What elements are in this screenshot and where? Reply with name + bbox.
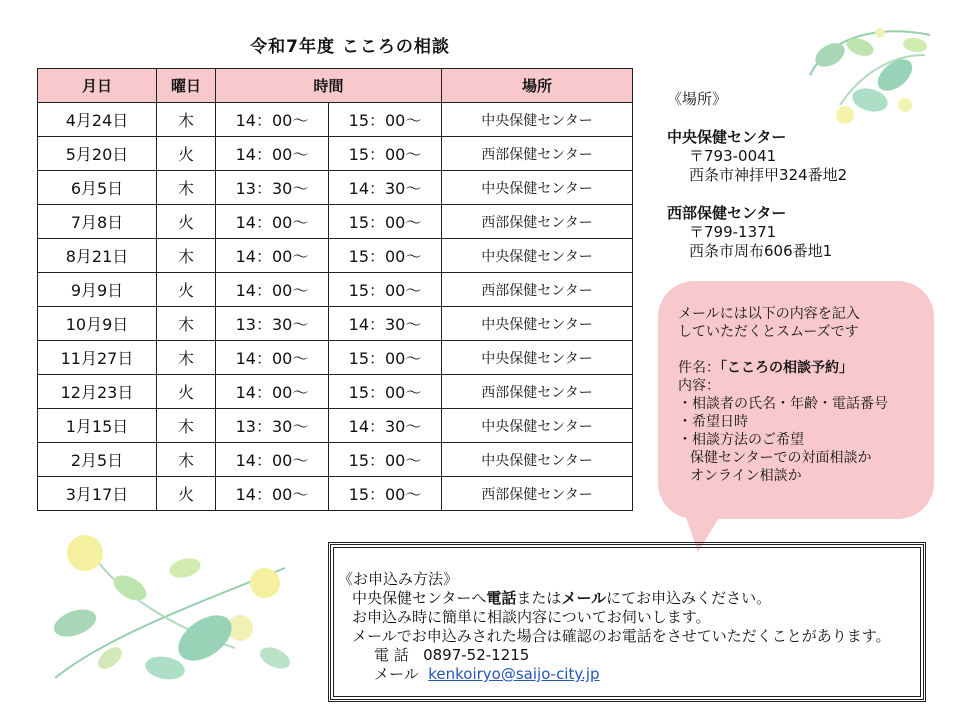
cell-weekday: 木 [157,341,216,375]
central-center-name: 中央保健センター [667,128,787,146]
cell-start-time: 13：30～ [216,409,329,443]
cell-end-time: 14：30～ [329,307,442,341]
table-row [38,273,633,307]
cell-end-time: 15：00～ [329,205,442,239]
phone-label: 電 話 [374,646,409,664]
header-weekday: 曜日 [157,69,216,103]
header-date: 月日 [38,69,157,103]
cell-date: 12月23日 [38,375,157,409]
locations-section [667,90,847,261]
content-item-3: ・相談方法のご希望 [678,432,804,448]
table-row [38,171,633,205]
cell-end-time: 14：30～ [329,409,442,443]
cell-start-time: 14：00～ [216,375,329,409]
cell-end-time: 15：00～ [329,341,442,375]
table-row [38,443,633,477]
table-header-row [38,69,633,103]
content-item-2: ・希望日時 [678,414,748,430]
cell-date: 1月15日 [38,409,157,443]
cell-place: 中央保健センター [442,443,633,477]
table-row [38,307,633,341]
content-item-3b: オンライン相談か [690,468,802,484]
table-row [38,477,633,511]
cell-weekday: 火 [157,205,216,239]
cell-start-time: 14：00～ [216,477,329,511]
western-address: 西条市周布606番地1 [689,242,833,260]
cell-weekday: 木 [157,443,216,477]
cell-date: 11月27日 [38,341,157,375]
cell-date: 4月24日 [38,103,157,137]
content-item-1: ・相談者の氏名・年齢・電話番号 [678,396,888,412]
cell-end-time: 15：00～ [329,375,442,409]
content-item-3a: 保健センターでの対面相談か [690,450,872,466]
subject-line [678,359,928,377]
application-info [338,570,891,684]
table-row [38,375,633,409]
application-heading: 《お申込み方法》 [338,570,459,588]
leaf-decoration-bottom-left [35,528,305,693]
schedule-body [38,103,633,511]
cell-place: 西部保健センター [442,273,633,307]
western-postal: 〒799-1371 [689,223,777,241]
mail-label: メール [374,665,419,683]
phone-line [338,646,891,665]
central-postal: 〒793-0041 [689,147,777,165]
cell-weekday: 木 [157,171,216,205]
apply-phone-word: 電話 [486,589,517,607]
cell-end-time: 14：30～ [329,171,442,205]
header-place: 場所 [442,69,633,103]
cell-date: 6月5日 [38,171,157,205]
cell-date: 2月5日 [38,443,157,477]
cell-date: 3月17日 [38,477,157,511]
subject-value: 「こころの相談予約」 [720,360,853,376]
content-label: 内容： [678,378,720,394]
cell-place: 中央保健センター [442,409,633,443]
western-center-name: 西部保健センター [667,204,787,222]
cell-weekday: 火 [157,137,216,171]
cell-start-time: 14：00～ [216,205,329,239]
header-time: 時間 [216,69,442,103]
cell-end-time: 15：00～ [329,103,442,137]
cell-end-time: 15：00～ [329,137,442,171]
cell-end-time: 15：00～ [329,477,442,511]
cell-weekday: 火 [157,273,216,307]
cell-end-time: 15：00～ [329,273,442,307]
cell-date: 10月9日 [38,307,157,341]
cell-start-time: 14：00～ [216,341,329,375]
phone-number: 0897-52-1215 [423,646,530,664]
cell-start-time: 14：00～ [216,137,329,171]
table-row [38,137,633,171]
cell-place: 西部保健センター [442,137,633,171]
application-line-2: お申込み時に簡単に相談内容についてお伺いします。 [352,608,711,626]
cell-place: 中央保健センター [442,103,633,137]
cell-place: 西部保健センター [442,205,633,239]
cell-date: 5月20日 [38,137,157,171]
email-link[interactable]: kenkoiryo@saijo-city.jp [428,665,600,683]
cell-start-time: 14：00～ [216,239,329,273]
cell-start-time: 14：00～ [216,103,329,137]
bubble-line-2: していただくとスムーズです [678,324,859,340]
cell-weekday: 木 [157,239,216,273]
cell-date: 7月8日 [38,205,157,239]
table-row [38,409,633,443]
cell-place: 西部保健センター [442,477,633,511]
cell-place: 中央保健センター [442,307,633,341]
cell-place: 中央保健センター [442,239,633,273]
locations-heading: 《場所》 [667,90,728,108]
cell-place: 中央保健センター [442,341,633,375]
cell-weekday: 火 [157,477,216,511]
cell-place: 西部保健センター [442,375,633,409]
cell-place: 中央保健センター [442,171,633,205]
cell-weekday: 木 [157,409,216,443]
cell-date: 8月21日 [38,239,157,273]
apply-text-c: または [516,589,562,607]
table-row [38,103,633,137]
table-row [38,239,633,273]
cell-start-time: 14：00～ [216,443,329,477]
cell-date: 9月9日 [38,273,157,307]
apply-mail-word: メール [561,589,607,607]
table-row [38,205,633,239]
cell-start-time: 13：30～ [216,171,329,205]
subject-label: 件名： [678,360,720,376]
page-title: 令和7年度 こころの相談 [250,37,450,57]
apply-text-a: 中央保健センターへ [352,589,487,607]
schedule-table [37,68,633,511]
application-line-3: メールでお申込みされた場合は確認のお電話をさせていただくことがあります。 [352,627,891,645]
email-instructions [678,305,928,485]
cell-start-time: 13：30～ [216,307,329,341]
bubble-line-1: メールには以下の内容を記入 [678,306,860,322]
application-line-1 [338,589,891,608]
cell-end-time: 15：00～ [329,443,442,477]
cell-weekday: 木 [157,103,216,137]
apply-text-e: にてお申込みください。 [606,589,772,607]
cell-weekday: 木 [157,307,216,341]
cell-end-time: 15：00～ [329,239,442,273]
table-row [38,341,633,375]
cell-start-time: 14：00～ [216,273,329,307]
email-line [338,665,891,684]
central-address: 西条市神拝甲324番地2 [689,166,848,184]
cell-weekday: 火 [157,375,216,409]
